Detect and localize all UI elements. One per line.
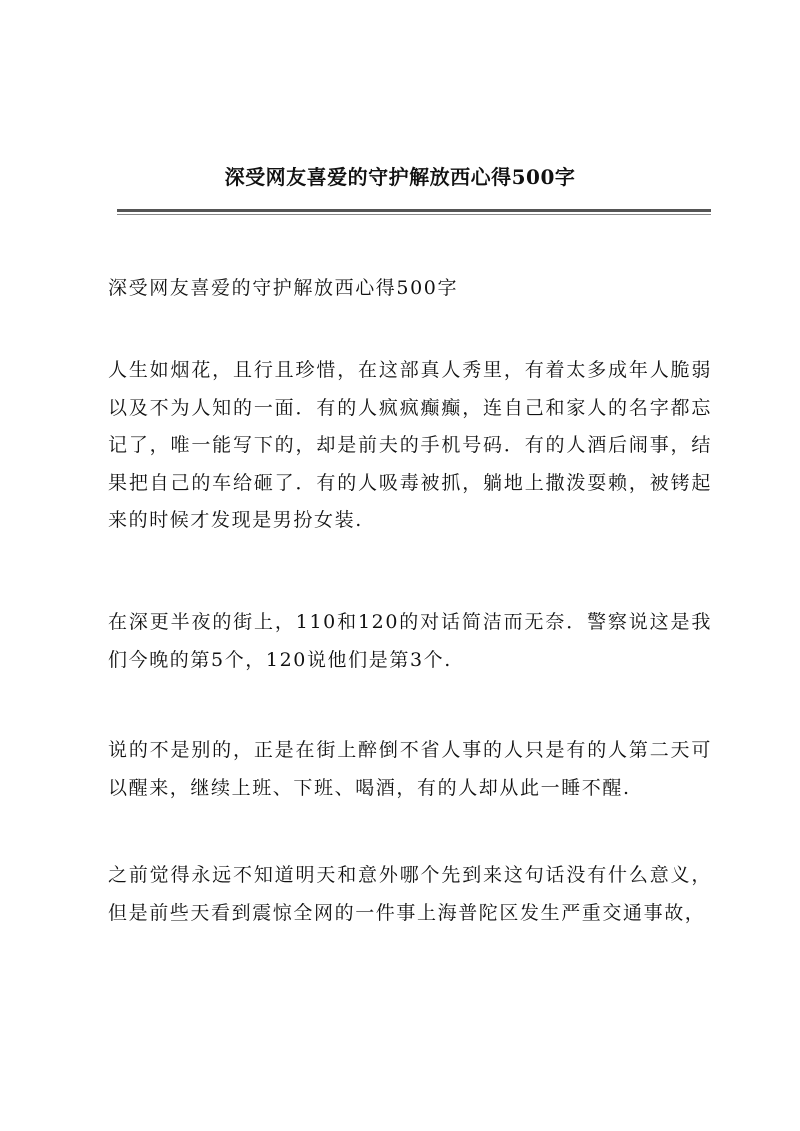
paragraph: 之前觉得永远不知道明天和意外哪个先到来这句话没有什么意义，但是前些天看到震惊全网的一件事上海普陀区发生严重交通事故，	[108, 864, 712, 924]
paragraph: 在深更半夜的街上，110和120的对话简洁而无奈．警察说这是我们今晚的第5个，120说他们是第3个.	[108, 611, 712, 671]
paragraph: 人生如烟花，且行且珍惜，在这部真人秀里，有着太多成年人脆弱以及不为人知的一面．有的人疯疯癫癫，连自己和家人的名字都忘记了，唯一能写下的，却是前夫的手机号码．有的人酒后闹事，结果把自己的车给砸了．有的人吸毒被抓，躺地上撒泼耍赖，被铐起来的时候才发现是男扮女装.	[108, 359, 712, 531]
title-divider	[117, 209, 711, 212]
paragraph-subtitle: 深受网友喜爱的守护解放西心得500字	[108, 277, 459, 299]
paragraph: 说的不是别的，正是在街上醉倒不省人事的人只是有的人第二天可以醒来，继续上班、下班、喝酒，有的人却从此一睡不醒.	[108, 739, 712, 799]
page-title: 深受网友喜爱的守护解放西心得500字	[224, 165, 576, 189]
